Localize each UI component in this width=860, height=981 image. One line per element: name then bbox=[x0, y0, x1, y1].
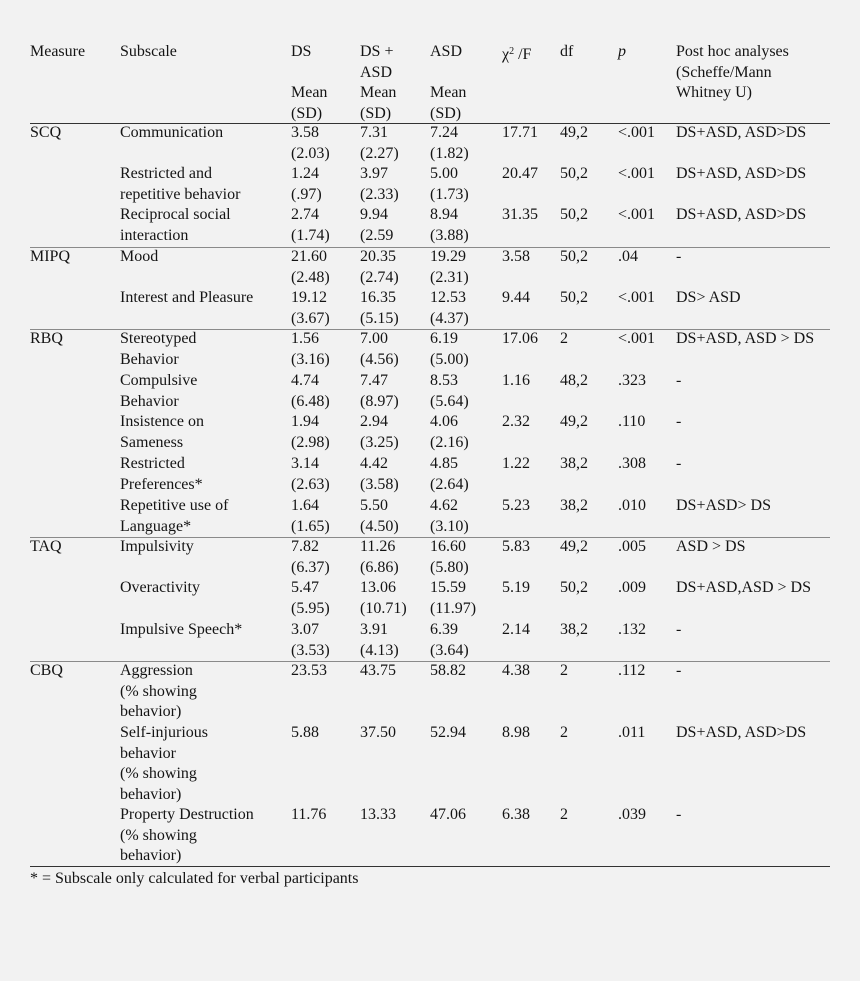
cell-chi: 17.06 bbox=[502, 330, 538, 347]
cell-asd: 52.94 bbox=[430, 724, 466, 741]
cell-ds: 23.53 bbox=[291, 662, 327, 679]
cell-subscale: Property Destruction (% showing behavior) bbox=[120, 806, 254, 865]
cell-chi: 6.38 bbox=[502, 806, 530, 823]
cell-subscale: Aggression (% showing behavior) bbox=[120, 662, 197, 721]
cell-p: .110 bbox=[618, 413, 646, 430]
cell-asd: 58.82 bbox=[430, 662, 466, 679]
cell-ds: 11.76 bbox=[291, 806, 327, 823]
cell-chi: 5.19 bbox=[502, 579, 530, 596]
cell-df: 49,2 bbox=[560, 538, 588, 555]
cell-chi: 17.71 bbox=[502, 124, 538, 141]
cell-chi: 5.23 bbox=[502, 497, 530, 514]
cell-asd: 8.53 (5.64) bbox=[430, 372, 469, 410]
table-footnote: * = Subscale only calculated for verbal participants bbox=[30, 870, 359, 887]
cell-ds-asd: 2.94 (3.25) bbox=[360, 413, 399, 451]
cell-asd: 4.62 (3.10) bbox=[430, 497, 469, 535]
cell-ds: 3.14 (2.63) bbox=[291, 455, 330, 493]
cell-subscale: Interest and Pleasure bbox=[120, 289, 254, 306]
header-subscale: Subscale bbox=[120, 43, 177, 60]
cell-ds-asd: 13.06 (10.71) bbox=[360, 579, 407, 617]
cell-ds-asd: 7.31 (2.27) bbox=[360, 124, 399, 162]
cell-measure: MIPQ bbox=[30, 248, 71, 265]
cell-asd: 6.19 (5.00) bbox=[430, 330, 469, 368]
header-measure: Measure bbox=[30, 43, 86, 60]
cell-posthoc: ASD > DS bbox=[676, 538, 746, 555]
cell-ds-asd: 3.91 (4.13) bbox=[360, 621, 399, 659]
cell-df: 50,2 bbox=[560, 165, 588, 182]
cell-p: <.001 bbox=[618, 165, 656, 182]
chi-rest: /F bbox=[514, 46, 532, 63]
cell-p: <.001 bbox=[618, 124, 656, 141]
cell-p: <.001 bbox=[618, 330, 656, 347]
group-divider-taq bbox=[30, 537, 830, 538]
cell-subscale: Stereotyped Behavior bbox=[120, 330, 197, 368]
cell-chi: 1.22 bbox=[502, 455, 530, 472]
cell-ds: 7.82 (6.37) bbox=[291, 538, 330, 576]
cell-asd: 4.06 (2.16) bbox=[430, 413, 469, 451]
cell-asd: 19.29 (2.31) bbox=[430, 248, 469, 286]
cell-chi: 3.58 bbox=[502, 248, 530, 265]
cell-chi: 31.35 bbox=[502, 206, 538, 223]
chi-symbol: χ bbox=[502, 46, 510, 63]
cell-ds-asd: 20.35 (2.74) bbox=[360, 248, 399, 286]
cell-df: 38,2 bbox=[560, 621, 588, 638]
cell-ds: 4.74 (6.48) bbox=[291, 372, 330, 410]
chi-superscript: 2 bbox=[509, 46, 515, 57]
cell-posthoc: DS+ASD, ASD>DS bbox=[676, 124, 807, 141]
cell-ds-asd: 11.26 (6.86) bbox=[360, 538, 399, 576]
cell-subscale: Reciprocal social interaction bbox=[120, 206, 231, 244]
cell-p: .132 bbox=[618, 621, 646, 638]
cell-posthoc: - bbox=[676, 455, 682, 472]
cell-ds-asd: 5.50 (4.50) bbox=[360, 497, 399, 535]
cell-posthoc: - bbox=[676, 248, 682, 265]
cell-p: .112 bbox=[618, 662, 646, 679]
cell-p: .011 bbox=[618, 724, 646, 741]
cell-ds: 5.47 (5.95) bbox=[291, 579, 330, 617]
cell-asd: 12.53 (4.37) bbox=[430, 289, 469, 327]
cell-posthoc: - bbox=[676, 662, 682, 679]
cell-chi: 2.14 bbox=[502, 621, 530, 638]
cell-ds-asd: 43.75 bbox=[360, 662, 396, 679]
cell-posthoc: DS+ASD,ASD > DS bbox=[676, 579, 811, 596]
cell-posthoc: DS> ASD bbox=[676, 289, 741, 306]
header-df: df bbox=[560, 43, 574, 60]
cell-ds-asd: 3.97 (2.33) bbox=[360, 165, 399, 203]
cell-asd: 15.59 (11.97) bbox=[430, 579, 477, 617]
cell-df: 50,2 bbox=[560, 289, 588, 306]
cell-subscale: Self-injurious behavior (% showing behavior) bbox=[120, 724, 208, 803]
cell-ds-asd: 7.47 (8.97) bbox=[360, 372, 399, 410]
group-divider-rbq bbox=[30, 329, 830, 330]
group-divider-mipq bbox=[30, 247, 830, 248]
cell-subscale: Insistence on Sameness bbox=[120, 413, 204, 451]
cell-asd: 7.24 (1.82) bbox=[430, 124, 469, 162]
cell-ds: 1.56 (3.16) bbox=[291, 330, 330, 368]
cell-posthoc: DS+ASD, ASD > DS bbox=[676, 330, 815, 347]
cell-ds: 1.64 (1.65) bbox=[291, 497, 330, 535]
cell-asd: 5.00 (1.73) bbox=[430, 165, 469, 203]
cell-subscale: Overactivity bbox=[120, 579, 200, 596]
cell-p: .039 bbox=[618, 806, 646, 823]
cell-ds: 3.07 (3.53) bbox=[291, 621, 330, 659]
cell-ds-asd: 37.50 bbox=[360, 724, 396, 741]
cell-asd: 6.39 (3.64) bbox=[430, 621, 469, 659]
cell-p: .04 bbox=[618, 248, 638, 265]
cell-asd: 4.85 (2.64) bbox=[430, 455, 469, 493]
cell-chi: 4.38 bbox=[502, 662, 530, 679]
cell-p: .323 bbox=[618, 372, 646, 389]
cell-df: 49,2 bbox=[560, 413, 588, 430]
group-divider-cbq bbox=[30, 661, 830, 662]
cell-subscale: Impulsivity bbox=[120, 538, 194, 555]
cell-measure: RBQ bbox=[30, 330, 63, 347]
cell-ds: 2.74 (1.74) bbox=[291, 206, 330, 244]
cell-posthoc: DS+ASD> DS bbox=[676, 497, 771, 514]
cell-ds-asd: 16.35 (5.15) bbox=[360, 289, 399, 327]
cell-chi: 9.44 bbox=[502, 289, 530, 306]
cell-posthoc: - bbox=[676, 806, 682, 823]
cell-df: 50,2 bbox=[560, 248, 588, 265]
header-ds: DS Mean (SD) bbox=[291, 43, 328, 122]
cell-p: .009 bbox=[618, 579, 646, 596]
cell-p: <.001 bbox=[618, 206, 656, 223]
cell-measure: TAQ bbox=[30, 538, 62, 555]
header-p: p bbox=[618, 43, 626, 60]
cell-p: .308 bbox=[618, 455, 646, 472]
cell-ds-asd: 4.42 (3.58) bbox=[360, 455, 399, 493]
cell-ds: 5.88 bbox=[291, 724, 319, 741]
cell-p: <.001 bbox=[618, 289, 656, 306]
cell-chi: 1.16 bbox=[502, 372, 530, 389]
header-chi-square-f bbox=[502, 42, 531, 66]
bottom-rule bbox=[30, 866, 830, 867]
cell-subscale: Impulsive Speech* bbox=[120, 621, 243, 638]
cell-p: .005 bbox=[618, 538, 646, 555]
cell-ds-asd: 7.00 (4.56) bbox=[360, 330, 399, 368]
cell-posthoc: DS+ASD, ASD>DS bbox=[676, 206, 807, 223]
cell-ds: 21.60 (2.48) bbox=[291, 248, 330, 286]
cell-posthoc: DS+ASD, ASD>DS bbox=[676, 165, 807, 182]
header-posthoc: Post hoc analyses (Scheffe/Mann Whitney U) bbox=[676, 43, 789, 102]
cell-chi: 5.83 bbox=[502, 538, 530, 555]
cell-chi: 8.98 bbox=[502, 724, 530, 741]
cell-df: 2 bbox=[560, 806, 568, 823]
header-asd: ASD Mean (SD) bbox=[430, 43, 467, 122]
cell-subscale: Restricted Preferences* bbox=[120, 455, 203, 493]
cell-df: 48,2 bbox=[560, 372, 588, 389]
cell-ds: 19.12 (3.67) bbox=[291, 289, 330, 327]
cell-df: 50,2 bbox=[560, 579, 588, 596]
cell-ds: 3.58 (2.03) bbox=[291, 124, 330, 162]
cell-posthoc: - bbox=[676, 372, 682, 389]
cell-subscale: Compulsive Behavior bbox=[120, 372, 198, 410]
cell-df: 2 bbox=[560, 662, 568, 679]
cell-posthoc: - bbox=[676, 413, 682, 430]
cell-chi: 20.47 bbox=[502, 165, 538, 182]
cell-df: 2 bbox=[560, 724, 568, 741]
cell-posthoc: - bbox=[676, 621, 682, 638]
cell-ds-asd: 13.33 bbox=[360, 806, 396, 823]
cell-subscale: Restricted and repetitive behavior bbox=[120, 165, 241, 203]
cell-subscale: Repetitive use of Language* bbox=[120, 497, 229, 535]
header-ds-asd: DS + ASD Mean (SD) bbox=[360, 43, 397, 122]
cell-subscale: Communication bbox=[120, 124, 224, 141]
cell-df: 38,2 bbox=[560, 455, 588, 472]
cell-posthoc: DS+ASD, ASD>DS bbox=[676, 724, 807, 741]
cell-df: 38,2 bbox=[560, 497, 588, 514]
cell-ds: 1.24 (.97) bbox=[291, 165, 322, 203]
cell-asd: 47.06 bbox=[430, 806, 466, 823]
cell-asd: 8.94 (3.88) bbox=[430, 206, 469, 244]
cell-df: 50,2 bbox=[560, 206, 588, 223]
cell-df: 49,2 bbox=[560, 124, 588, 141]
cell-measure: CBQ bbox=[30, 662, 63, 679]
cell-df: 2 bbox=[560, 330, 568, 347]
cell-asd: 16.60 (5.80) bbox=[430, 538, 469, 576]
cell-ds: 1.94 (2.98) bbox=[291, 413, 330, 451]
cell-ds-asd: 9.94 (2.59 bbox=[360, 206, 394, 244]
cell-chi: 2.32 bbox=[502, 413, 530, 430]
cell-p: .010 bbox=[618, 497, 646, 514]
cell-subscale: Mood bbox=[120, 248, 159, 265]
cell-measure: SCQ bbox=[30, 124, 62, 141]
